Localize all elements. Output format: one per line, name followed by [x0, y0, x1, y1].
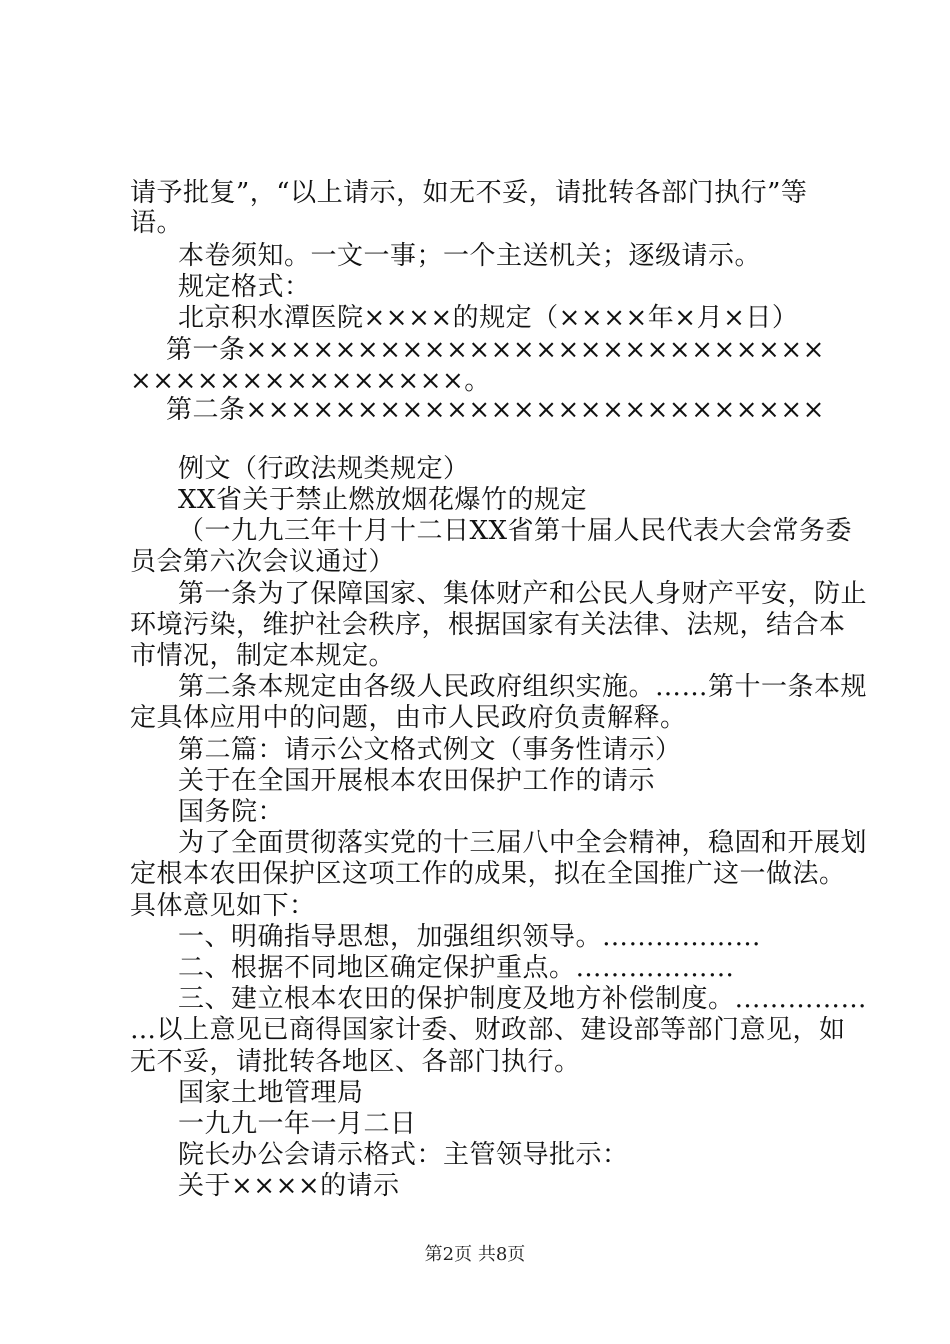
point-two: 二、根据不同地区确定保护重点。………………: [178, 953, 735, 983]
example-article-one-3: 市情况，制定本规定。: [130, 641, 396, 671]
request-title: 关于在全国开展根本农田保护工作的请示: [178, 766, 656, 796]
regulation-title: 北京积水潭医院××××的规定（××××年×月×日）: [178, 303, 799, 333]
article-one-cont: ×××××××××××××××。: [130, 366, 491, 396]
example-article-two: 第二条本规定由各级人民政府组织实施。……第十一条本规: [178, 672, 868, 702]
article-one: 第一条××××××××××××××××××××××××××: [166, 335, 825, 365]
point-three-cont: …以上意见已商得国家计委、财政部、建设部等部门意见，如: [130, 1015, 846, 1045]
point-three-cont-2: 无不妥，请批转各地区、各部门执行。: [130, 1047, 581, 1077]
notice-line: 本卷须知。一文一事；一个主送机关；逐级请示。: [178, 241, 762, 271]
heading-format: 规定格式：: [178, 272, 311, 302]
text-line-continuation: 请予批复”，“以上请示，如无不妥，请批转各部门执行”等: [130, 178, 808, 208]
example-adoption-note: （一九九三年十月十二日XX省第十届人民代表大会常务委: [178, 516, 853, 546]
signatory: 国家土地管理局: [178, 1078, 364, 1108]
example-heading: 例文（行政法规类规定）: [178, 454, 470, 484]
request-body-3: 具体意见如下：: [130, 891, 316, 921]
request-body: 为了全面贯彻落实党的十三届八中全会精神，稳固和开展划: [178, 828, 868, 858]
date-line: 一九九一年一月二日: [178, 1109, 417, 1139]
request-title-template: 关于××××的请示: [178, 1171, 400, 1201]
point-three: 三、建立根本农田的保护制度及地方补偿制度。……………: [178, 984, 868, 1014]
page-footer: 第2页 共8页: [424, 1244, 526, 1265]
request-body-2: 定根本农田保护区这项工作的成果，拟在全国推广这一做法。: [130, 859, 846, 889]
article-two: 第二条××××××××××××××××××××××××××: [166, 395, 825, 425]
example-article-one: 第一条为了保障国家、集体财产和公民人身财产平安，防止: [178, 579, 868, 609]
section-two-heading: 第二篇：请示公文格式例文（事务性请示）: [178, 735, 682, 765]
point-one: 一、明确指导思想，加强组织领导。………………: [178, 922, 762, 952]
example-article-one-2: 环境污染，维护社会秩序，根据国家有关法律、法规，结合本: [130, 610, 846, 640]
addressee: 国务院：: [178, 797, 285, 827]
example-article-two-2: 定具体应用中的问题，由市人民政府负责解释。: [130, 703, 687, 733]
meeting-format-line: 院长办公会请示格式：主管领导批示：: [178, 1140, 629, 1170]
example-adoption-cont: 员会第六次会议通过）: [130, 547, 396, 577]
example-title: XX省关于禁止燃放烟花爆竹的规定: [178, 485, 588, 515]
text-line-continuation: 语。: [130, 208, 184, 238]
